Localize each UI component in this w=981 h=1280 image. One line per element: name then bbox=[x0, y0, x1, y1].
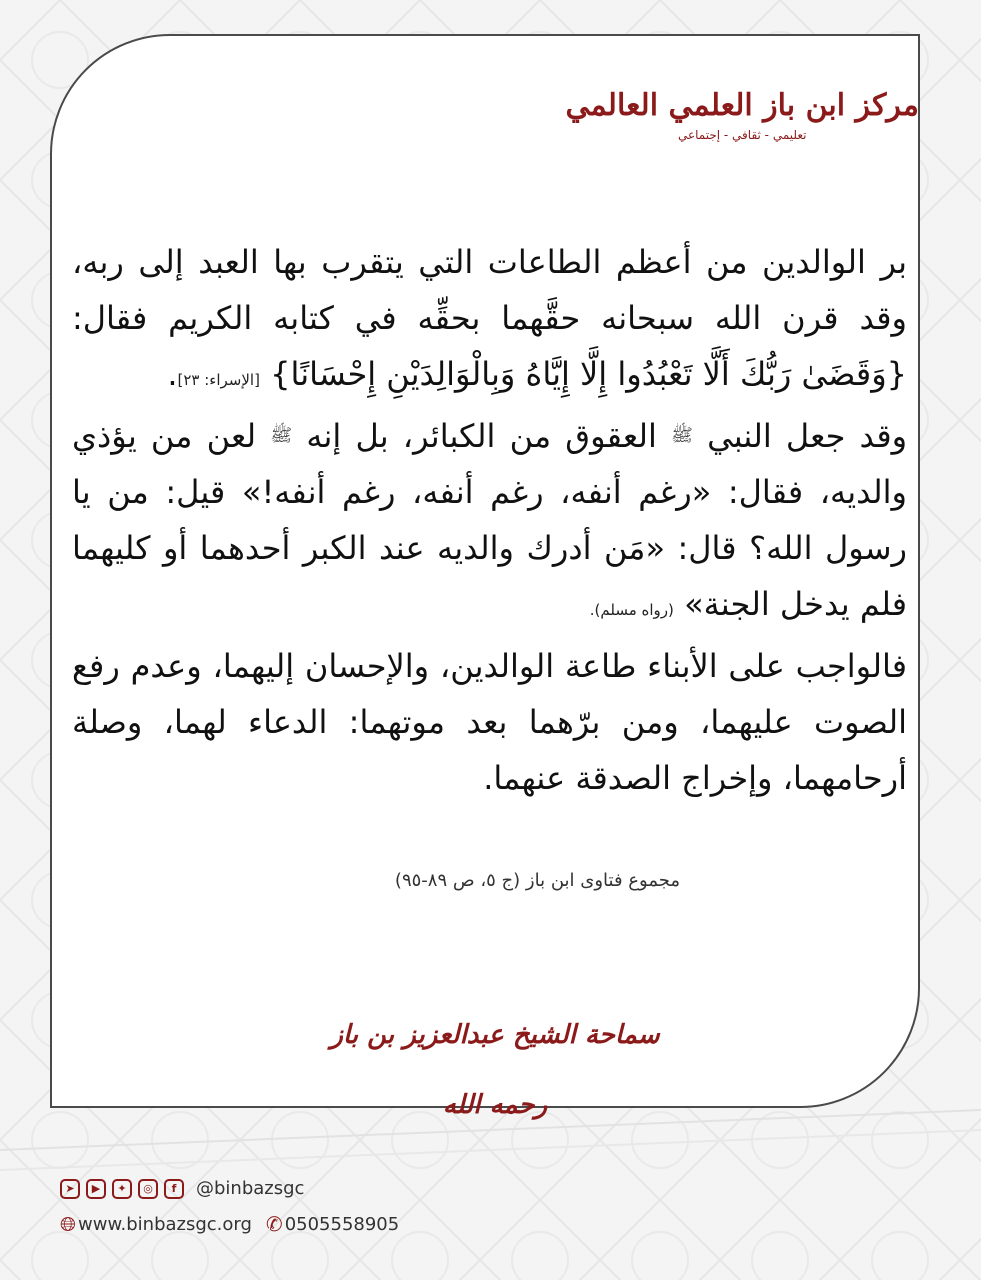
instagram-icon[interactable]: ◎ bbox=[138, 1179, 158, 1199]
paragraph-2-part-a: وقد جعل النبي bbox=[707, 417, 908, 455]
phone-number[interactable]: 0505558905 bbox=[284, 1213, 400, 1235]
paragraph-2 bbox=[72, 408, 907, 638]
paragraph-2-part-c: لعن من يؤذي والديه، فقال: «رغم أنفه، رغم أنفه، رغم أنفه!» قيل: من يا رسول الله؟ قال: «مَن أدرك والديه عند الكبر أحدهما أو كليهما فلم يدخل الجنة» bbox=[72, 417, 907, 623]
facebook-icon[interactable]: f bbox=[164, 1179, 184, 1199]
twitter-icon[interactable]: ✦ bbox=[112, 1179, 132, 1199]
social-footer bbox=[60, 1178, 304, 1199]
contact-footer bbox=[60, 1212, 399, 1236]
source-citation: مجموع فتاوى ابن باز (ج ٥، ص ٨٩-٩٥) bbox=[394, 870, 680, 891]
article-body bbox=[72, 234, 907, 806]
center-logo bbox=[565, 60, 929, 170]
quran-reference: [الإسراء: ٢٣] bbox=[177, 371, 260, 389]
paragraph-1 bbox=[72, 234, 907, 408]
calligraphy-signature: سماحة الشيخ عبدالعزيز بن باز رحمه الله bbox=[330, 1020, 660, 1120]
youtube-icon[interactable]: ▶ bbox=[86, 1179, 106, 1199]
honorific-symbol: ﷺ bbox=[270, 425, 293, 446]
social-handle[interactable]: @binbazsgc bbox=[196, 1178, 305, 1199]
honorific-symbol: ﷺ bbox=[671, 425, 693, 446]
paragraph-1-text: بر الوالدين من أعظم الطاعات التي يتقرب بها العبد إلى ربه، وقد قرن الله سبحانه حقَّهما بحقِّه في كتابه الكريم فقال: {وَقَضَىٰ رَبُّكَ أَلَّا تَعْبُدُوا إِلَّا إِيَّاهُ وَبِالْوَالِدَيْنِ إِحْسَانًا} bbox=[72, 243, 907, 393]
whatsapp-icon: ✆ bbox=[265, 1212, 283, 1236]
paragraph-2-part-b: العقوق من الكبائر، بل إنه bbox=[306, 417, 657, 455]
website-link[interactable] bbox=[60, 1212, 252, 1236]
website-url[interactable]: www.binbazsgc.org bbox=[78, 1213, 252, 1235]
paragraph-3: فالواجب على الأبناء طاعة الوالدين، والإحسان إليهما، وعدم رفع الصوت عليهما، ومن برّهما بعد موتهما: الدعاء لهما، وصلة أرحامهما، وإخراج الصدقة عنهما. bbox=[72, 647, 907, 797]
telegram-icon[interactable]: ➤ bbox=[60, 1179, 80, 1199]
globe-icon: 🌐︎ bbox=[60, 1212, 76, 1236]
logo-tagline: تعليمي - ثقافي - إجتماعي bbox=[677, 128, 807, 142]
paragraph-1-end: . bbox=[167, 355, 178, 393]
logo-name: مركز ابن باز العلمي العالمي bbox=[565, 88, 919, 123]
phone-contact[interactable] bbox=[266, 1212, 399, 1236]
hadith-reference: (رواه مسلم). bbox=[589, 601, 674, 619]
